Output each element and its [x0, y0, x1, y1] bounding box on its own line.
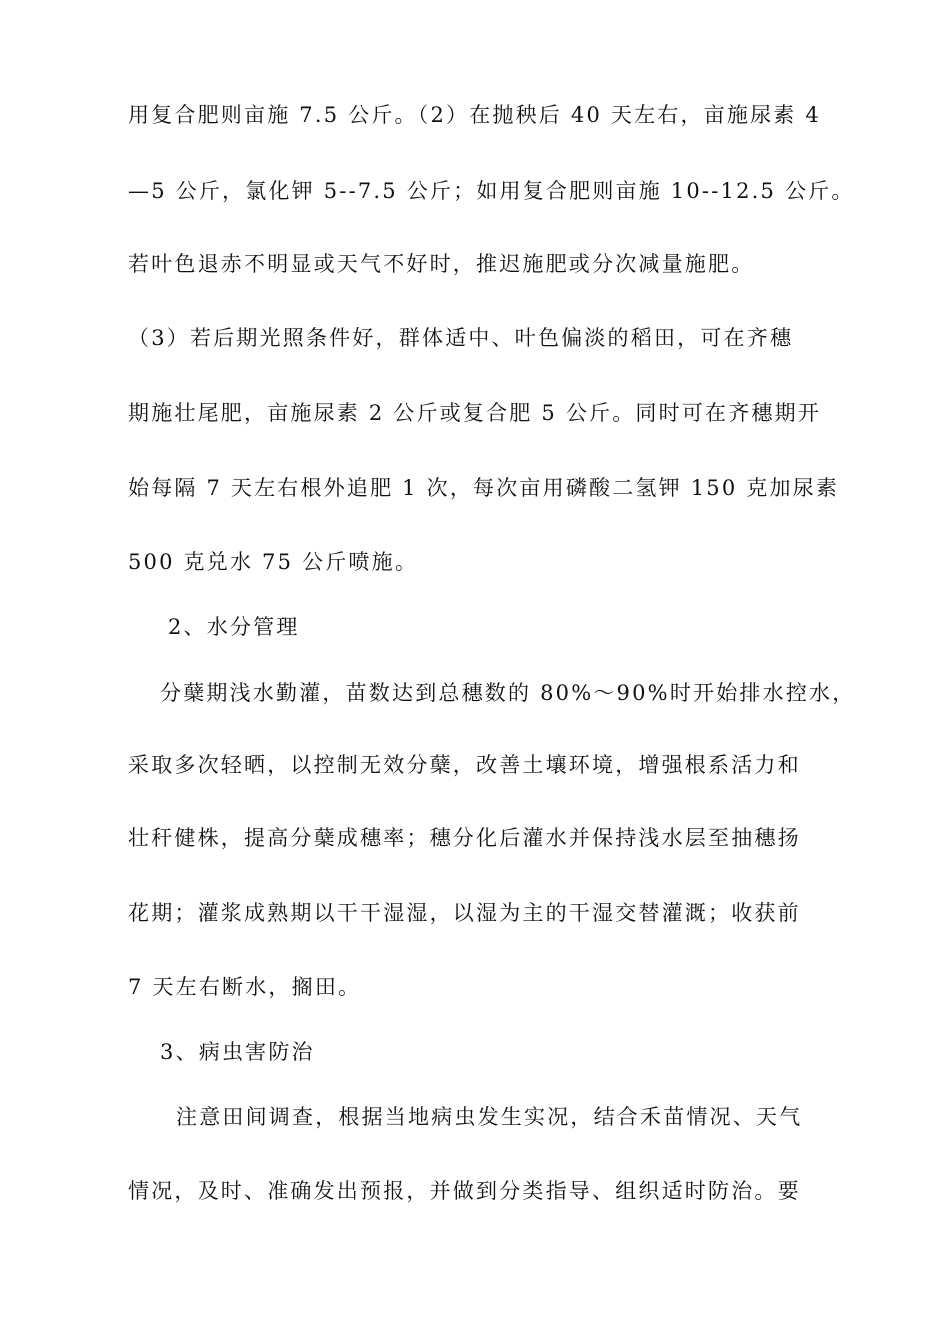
paragraph-line: 期施壮尾肥，亩施尿素 2 公斤或复合肥 5 公斤。同时可在齐穗期开	[128, 401, 822, 425]
paragraph-line: 始每隔 7 天左右根外追肥 1 次，每次亩用磷酸二氢钾 150 克加尿素	[128, 476, 840, 500]
paragraph-line: 500 克兑水 75 公斤喷施。	[128, 550, 419, 574]
paragraph-line: 情况，及时、准确发出预报，并做到分类指导、组织适时防治。要	[128, 1179, 801, 1203]
paragraph-line: 7 天左右断水，搁田。	[128, 975, 362, 999]
paragraph-line: （3）若后期光照条件好，群体适中、叶色偏淡的稻田，可在齐穗	[128, 326, 794, 350]
paragraph-line: 采取多次轻晒，以控制无效分蘖，改善土壤环境，增强根系活力和	[128, 753, 801, 777]
paragraph-line: 花期；灌浆成熟期以干干湿湿，以湿为主的干湿交替灌溉；收获前	[128, 901, 801, 925]
paragraph-line: 分蘖期浅水勤灌，苗数达到总穗数的 80%～90%时开始排水控水，	[160, 681, 856, 705]
section-heading-water-management: 2、水分管理	[168, 615, 300, 639]
paragraph-line: —5 公斤，氯化钾 5--7.5 公斤；如用复合肥则亩施 10--12.5 公斤。	[128, 179, 855, 203]
paragraph-line: 注意田间调查，根据当地病虫发生实况，结合禾苗情况、天气	[176, 1105, 803, 1129]
paragraph-line: 若叶色退赤不明显或天气不好时，推迟施肥或分次减量施肥。	[128, 252, 755, 276]
section-heading-pest-control: 3、病虫害防治	[160, 1040, 315, 1064]
paragraph-line: 壮秆健株，提高分蘖成穗率；穗分化后灌水并保持浅水层至抽穗扬	[128, 826, 801, 850]
paragraph-line: 用复合肥则亩施 7.5 公斤。（2）在抛秧后 40 天左右，亩施尿素 4	[128, 103, 821, 127]
